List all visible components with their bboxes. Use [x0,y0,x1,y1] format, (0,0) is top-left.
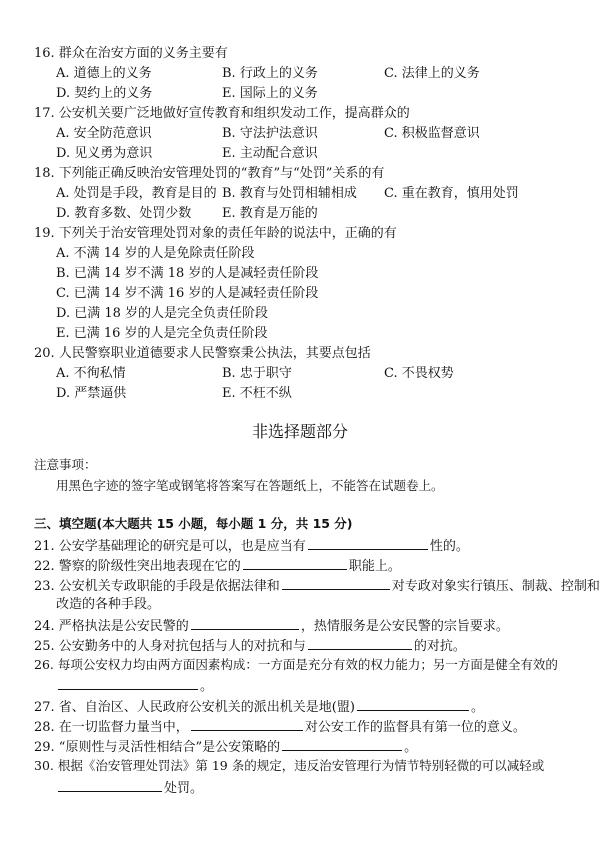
question-22 [34,555,401,576]
question-24-tail: ，热情服务是公安民警的宗旨要求。 [300,619,509,634]
question-23-text: 23. 公安机关专政职能的手段是依据法律和 [34,579,280,594]
question-27-tail: 。 [470,700,484,715]
question-16-stem: 16. 群众在治安方面的义务主要有 [34,46,228,61]
question-17-option-a: A. 安全防范意识 [56,126,152,141]
question-26-continuation [56,675,213,696]
question-16-option-d: D. 契约上的义务 [56,86,153,101]
question-16-option-b: B. 行政上的义务 [222,66,318,81]
question-19-stem: 19. 下列关于治安管理处罚对象的责任年龄的说法中，正确的有 [34,226,397,241]
question-28 [34,716,526,737]
question-28-blank[interactable] [191,716,303,731]
question-22-text: 22. 警察的阶级性突出地表现在它的 [34,559,241,574]
question-20-option-d: D. 严禁逼供 [56,386,127,401]
question-17-option-b: B. 守法护法意识 [222,126,318,141]
question-30-text: 30. 根据《治安管理处罚法》第 19 条的规定，违反治安管理行为情节特别轻微的可以减轻或 [34,758,545,773]
question-28-tail: 对公安工作的监督具有第一位的意义。 [304,720,526,735]
question-24-blank[interactable] [191,615,299,630]
question-24-text: 24. 严格执法是公安民警的 [34,619,189,634]
question-17-option-d: D. 见义勇为意识 [56,146,153,161]
question-25-blank[interactable] [308,635,412,650]
question-26 [34,655,558,674]
question-22-blank[interactable] [243,555,347,570]
question-20-option-a: A. 不徇私情 [56,366,126,381]
fill-section-heading: 三、填空题(本大题共 15 小题，每小题 1 分，共 15 分) [34,516,353,531]
question-26-blank[interactable] [58,675,198,690]
question-16-option-e: E. 国际上的义务 [222,86,318,101]
question-17-option-c: C. 积极监督意识 [384,126,480,141]
question-29-text: 29. “原则性与灵活性相结合”是公安策略的 [34,740,281,755]
question-20-option-c: C. 不畏权势 [384,366,454,381]
question-20-stem: 20. 人民警察职业道德要求人民警察秉公执法，其要点包括 [34,346,371,361]
question-26-text: 26. 每项公安权力均由两方面因素构成：一方面是充分有效的权力能力；另一方面是健全有效的 [34,657,558,672]
question-28-text: 28. 在一切监督力量当中， [34,720,189,735]
question-29-blank[interactable] [282,736,402,751]
question-25 [34,635,466,656]
section-title: 非选择题部分 [251,422,348,441]
question-20-option-b: B. 忠于职守 [222,366,292,381]
question-21-tail: 性的。 [429,539,469,554]
question-18-option-d: D. 教育多数、处罚少数 [56,206,192,221]
question-30-continuation [56,777,203,798]
question-18-option-c: C. 重在教育，慎用处罚 [384,186,519,201]
question-27-text: 27. 省、自治区、人民政府公安机关的派出机关是地(盟) [34,700,355,715]
question-23-blank[interactable] [282,575,390,590]
question-19-option-b: B. 已满 14 岁不满 18 岁的人是减轻责任阶段 [56,266,319,281]
question-16-option-a: A. 道德上的义务 [56,66,152,81]
question-25-tail: 的对抗。 [413,639,466,654]
question-20-option-e: E. 不枉不纵 [222,386,292,401]
question-24 [34,615,509,636]
question-19-option-a: A. 不满 14 岁的人是免除责任阶段 [56,246,255,261]
question-27-blank[interactable] [357,696,469,711]
question-18-option-a: A. 处罚是手段，教育是目的 [56,186,217,201]
question-27 [34,696,484,717]
question-19-option-c: C. 已满 14 岁不满 16 岁的人是减轻责任阶段 [56,286,319,301]
question-18-option-b: B. 教育与处罚相辅相成 [222,186,357,201]
question-21-text: 21. 公安学基础理论的研究是可以，也是应当有 [34,539,306,554]
question-29 [34,736,417,757]
notice-body: 用黑色字迹的签字笔或钢笔将答案写在答题纸上，不能答在试题卷上。 [56,478,444,493]
question-19-option-e: E. 已满 16 岁的人是完全负责任阶段 [56,326,268,341]
question-26-tail: 。 [200,679,214,694]
notice-title: 注意事项： [34,457,97,472]
question-30 [34,756,544,775]
question-23 [34,575,600,596]
question-19-option-d: D. 已满 18 岁的人是完全负责任阶段 [56,306,269,321]
question-23-continuation: 改造的各种手段。 [56,597,161,612]
question-30-tail: 处罚。 [164,781,204,796]
question-17-option-e: E. 主动配合意识 [222,146,318,161]
question-29-tail: 。 [404,740,418,755]
question-23-tail: 对专政对象实行镇压、制裁、控制和 [391,579,600,594]
question-16-option-c: C. 法律上的义务 [384,66,480,81]
question-25-text: 25. 公安勤务中的人身对抗包括与人的对抗和与 [34,639,306,654]
question-21 [34,535,469,556]
question-17-stem: 17. 公安机关要广泛地做好宣传教育和组织发动工作，提高群众的 [34,106,410,121]
question-22-tail: 职能上。 [348,559,401,574]
question-18-stem: 18. 下列能正确反映治安管理处罚的“教育”与“处罚”关系的有 [34,166,385,181]
question-30-blank[interactable] [58,777,162,792]
question-21-blank[interactable] [308,535,428,550]
question-18-option-e: E. 教育是万能的 [222,206,318,221]
